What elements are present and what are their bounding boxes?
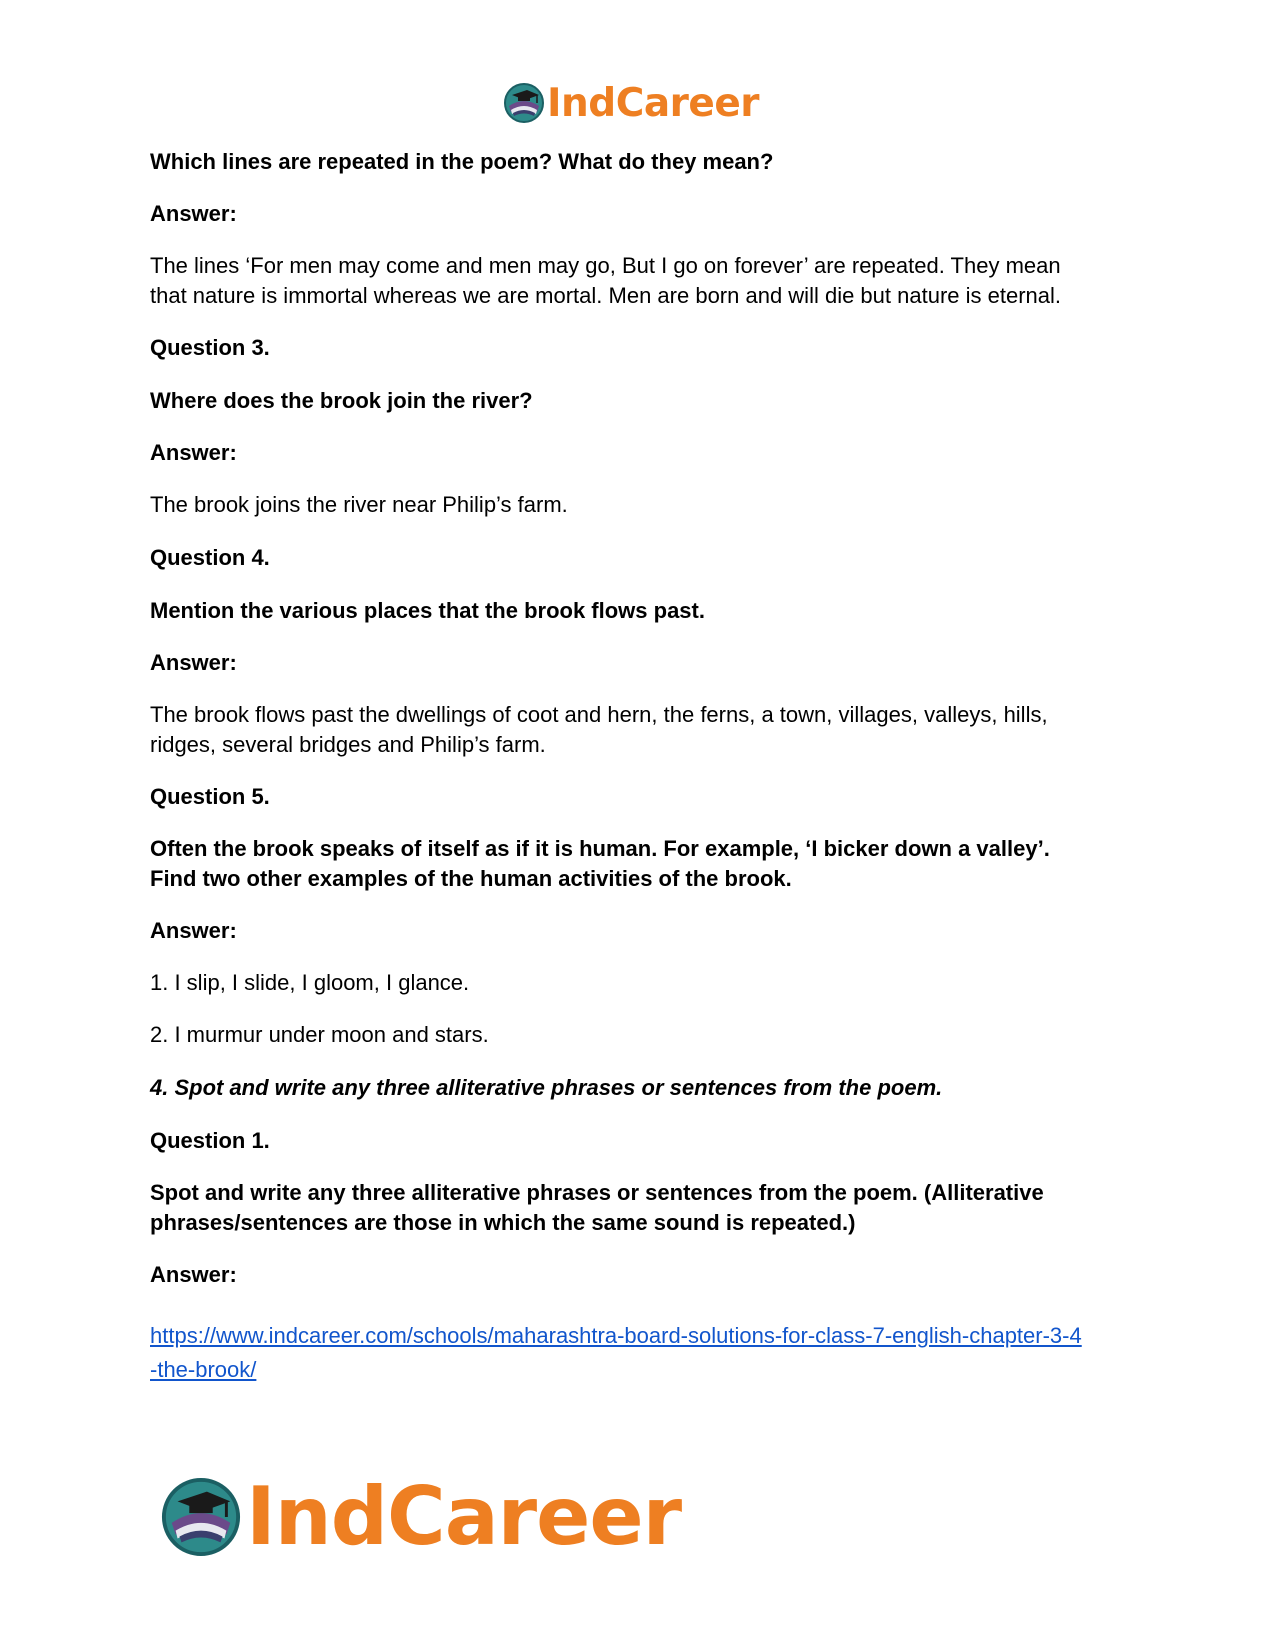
- section-4-question-1-label: Question 1.: [150, 1128, 270, 1153]
- answer-list-item: 2. I murmur under moon and stars.: [150, 1022, 489, 1047]
- answer-label: Answer:: [150, 201, 237, 226]
- question-2-text: Which lines are repeated in the poem? What do they mean?: [150, 149, 774, 174]
- header-logo: [503, 80, 759, 126]
- answer-text-line: ridges, several bridges and Philip’s farm.: [150, 732, 546, 757]
- answer-text-line: The brook flows past the dwellings of coot and hern, the ferns, a town, villages, valleys, hills,: [150, 702, 1048, 727]
- answer-label: Answer:: [150, 918, 237, 943]
- answer-text-line: The brook joins the river near Philip’s farm.: [150, 492, 568, 517]
- graduation-cap-books-globe-icon: [503, 82, 545, 124]
- section-4-heading: 4. Spot and write any three alliterative phrases or sentences from the poem.: [150, 1075, 943, 1100]
- answer-label: Answer:: [150, 440, 237, 465]
- question-5-text-line: Find two other examples of the human activities of the brook.: [150, 866, 792, 891]
- answer-text-line: that nature is immortal whereas we are mortal. Men are born and will die but nature is eternal.: [150, 283, 1061, 308]
- question-5-label: Question 5.: [150, 784, 270, 809]
- question-4-label: Question 4.: [150, 545, 270, 570]
- answer-text-line: The lines ‘For men may come and men may go, But I go on forever’ are repeated. They mean: [150, 253, 1061, 278]
- logo-wordmark: IndCareer: [246, 1470, 682, 1563]
- question-3-label: Question 3.: [150, 335, 270, 360]
- section-4-question-1-text-line: Spot and write any three alliterative phrases or sentences from the poem. (Alliterative: [150, 1180, 1044, 1205]
- question-3-text: Where does the brook join the river?: [150, 388, 533, 413]
- footer-logo: [160, 1472, 681, 1562]
- answer-label: Answer:: [150, 1262, 237, 1287]
- graduation-cap-books-globe-icon: [160, 1476, 242, 1558]
- question-4-text: Mention the various places that the brook flows past.: [150, 598, 705, 623]
- answer-list-item: 1. I slip, I slide, I gloom, I glance.: [150, 970, 470, 995]
- question-5-text-line: Often the brook speaks of itself as if it is human. For example, ‘I bicker down a valley’.: [150, 836, 1050, 861]
- answer-label: Answer:: [150, 650, 237, 675]
- source-link-line[interactable]: https://www.indcareer.com/schools/maharashtra-board-solutions-for-class-7-english-chapter-3-4: [150, 1323, 1082, 1348]
- logo-wordmark: IndCareer: [547, 80, 759, 126]
- source-link-line[interactable]: -the-brook/: [150, 1357, 257, 1382]
- section-4-question-1-text-line: phrases/sentences are those in which the same sound is repeated.): [150, 1210, 856, 1235]
